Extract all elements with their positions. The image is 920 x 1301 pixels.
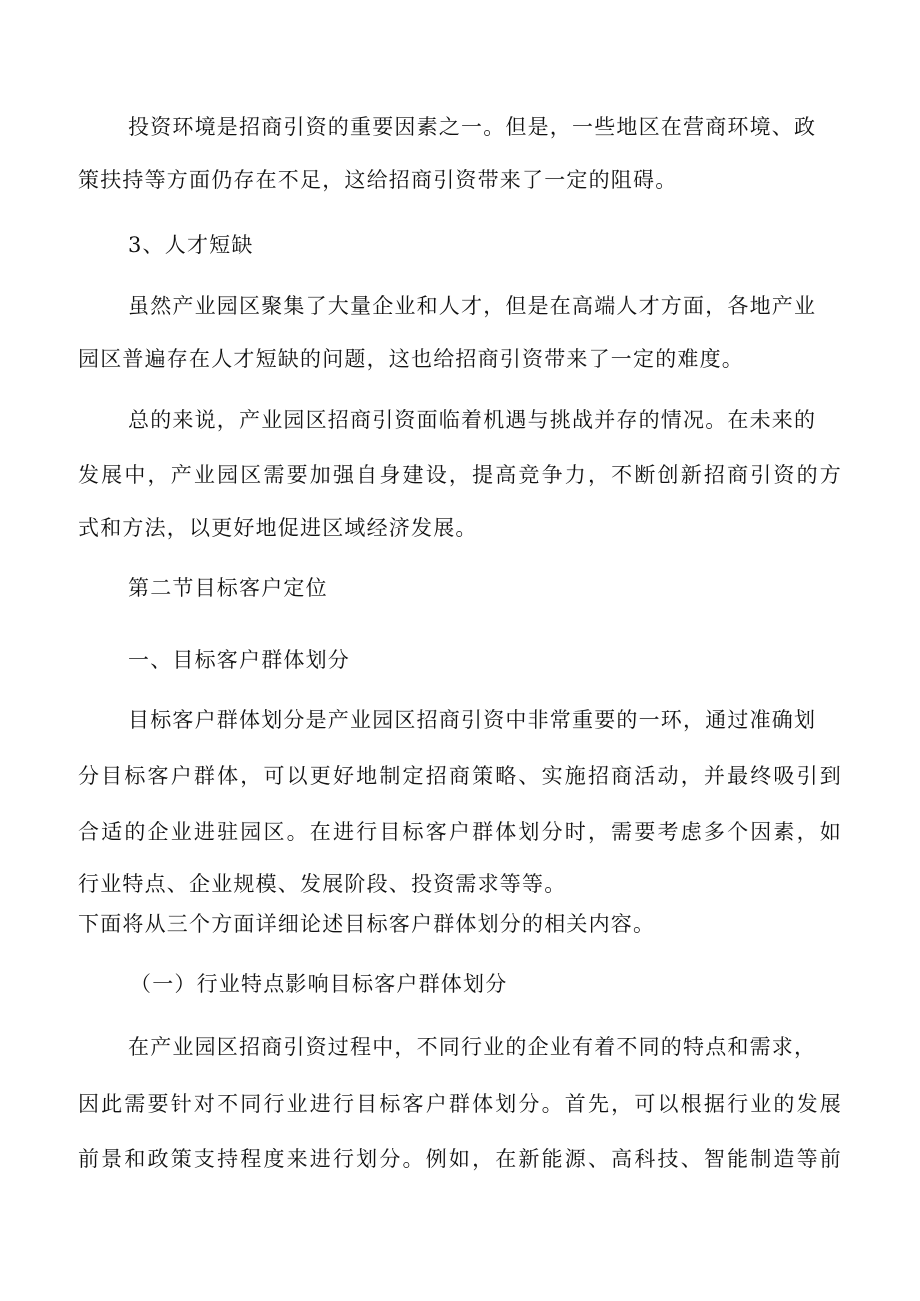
paragraph-line: 合适的企业进驻园区。在进行目标客户群体划分时，需要考虑多个因素，如 bbox=[78, 820, 842, 844]
paragraph-line: 投资环境是招商引资的重要因素之一。但是，一些地区在营商环境、政 bbox=[128, 115, 817, 139]
paragraph-line: 园区普遍存在人才短缺的问题，这也给招商引资带来了一定的难度。 bbox=[78, 347, 744, 371]
paragraph-line: 前景和政策支持程度来进行划分。例如，在新能源、高科技、智能制造等前 bbox=[78, 1147, 842, 1171]
paragraph-line: 在产业园区招商引资过程中，不同行业的企业有着不同的特点和需求， bbox=[128, 1035, 817, 1059]
subsection-heading: （一）行业特点影响目标客户群体划分 bbox=[130, 972, 508, 996]
paragraph-line: 虽然产业园区聚集了大量企业和人才，但是在高端人才方面，各地产业 bbox=[128, 294, 817, 318]
paragraph-line: 下面将从三个方面详细论述目标客户群体划分的相关内容。 bbox=[78, 912, 656, 936]
paragraph-line: 发展中，产业园区需要加强自身建设，提高竞争力，不断创新招商引资的方 bbox=[78, 463, 842, 487]
paragraph-line: 行业特点、企业规模、发展阶段、投资需求等等。 bbox=[78, 872, 567, 896]
paragraph-line: 因此需要针对不同行业进行目标客户群体划分。首先，可以根据行业的发展 bbox=[78, 1092, 842, 1116]
section-heading: 第二节目标客户定位 bbox=[128, 576, 328, 600]
paragraph-line: 目标客户群体划分是产业园区招商引资中非常重要的一环，通过准确划 bbox=[128, 708, 817, 732]
subsection-heading: 一、目标客户群体划分 bbox=[128, 648, 350, 672]
paragraph-line: 策扶持等方面仍存在不足，这给招商引资带来了一定的阻碍。 bbox=[78, 168, 678, 192]
paragraph-line: 总的来说，产业园区招商引资面临着机遇与挑战并存的情况。在未来的 bbox=[128, 408, 817, 432]
paragraph-line: 式和方法，以更好地促进区域经济发展。 bbox=[78, 516, 478, 540]
subsection-heading: 3、人才短缺 bbox=[128, 233, 254, 257]
paragraph-line: 分目标客户群体，可以更好地制定招商策略、实施招商活动，并最终吸引到 bbox=[78, 764, 842, 788]
